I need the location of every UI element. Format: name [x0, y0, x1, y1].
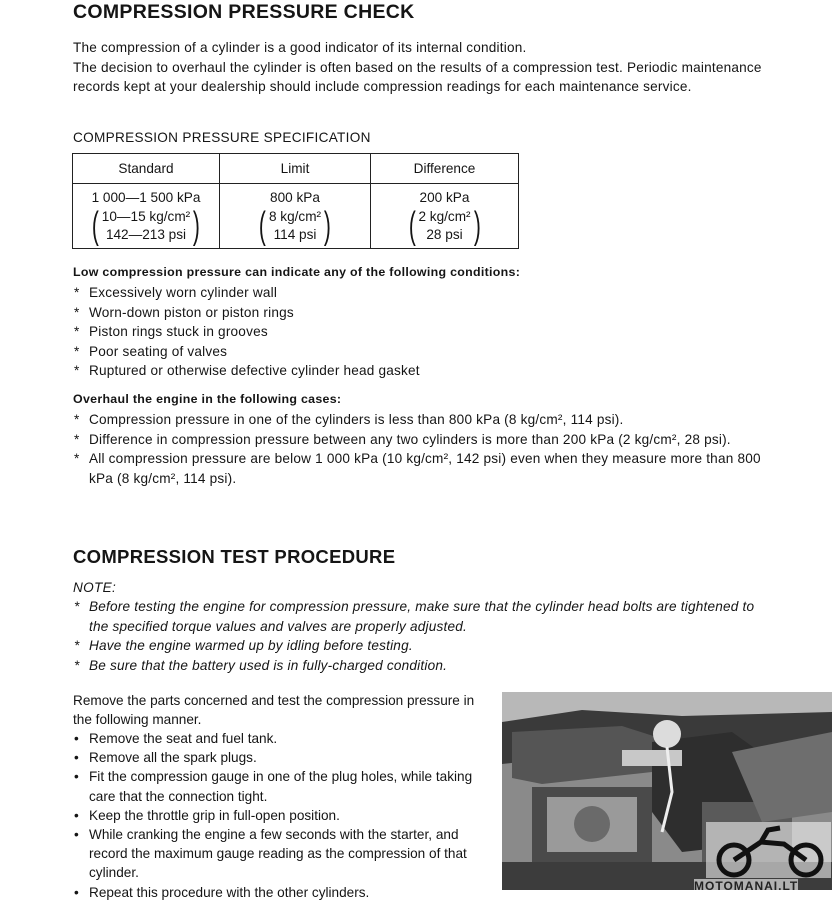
- procedure-intro: Remove the parts concerned and test the compression pressure in the following manner.: [73, 693, 475, 728]
- spec-header-standard: Standard: [73, 154, 220, 184]
- limit-kpa: 800 kPa: [270, 189, 320, 205]
- spec-header-row: [73, 154, 519, 184]
- list-item: • Remove all the spark plugs.: [73, 748, 483, 767]
- intro-paragraph-2: The decision to overhaul the cylinder is often based on the results of a compression test. Periodic maintenance records kept at your dealership should include compression readings for each maintenance service.: [73, 59, 762, 94]
- spec-table: [72, 153, 519, 249]
- overhaul-heading: Overhaul the engine in the following cases:: [73, 392, 342, 406]
- standard-kgcm2: 10—15 kg/cm²: [101, 208, 191, 224]
- spec-value-row: [73, 184, 519, 249]
- list-item: * Piston rings stuck in grooves: [73, 322, 420, 342]
- difference-psi: 28 psi: [426, 226, 463, 242]
- overhaul-list: [73, 410, 761, 488]
- note-label: NOTE:: [73, 580, 117, 595]
- limit-psi: 114 psi: [273, 226, 317, 242]
- intro-line-1: The compression of a cylinder is a good indicator of its internal condition.: [73, 40, 527, 55]
- difference-kgcm2: 2 kg/cm²: [418, 208, 471, 224]
- standard-psi: 142—213 psi: [105, 226, 187, 242]
- standard-kpa: 1 000—1 500 kPa: [91, 189, 201, 205]
- spec-header-difference: Difference: [371, 154, 519, 184]
- list-item: * Poor seating of valves: [73, 342, 420, 362]
- list-item: * Be sure that the battery used is in fully-charged condition.: [73, 656, 761, 676]
- spec-cell-difference: 200 kPa ( 2 kg/cm² 28 psi ): [371, 184, 519, 249]
- procedure-steps: [73, 729, 483, 902]
- heading-compression-test-procedure: COMPRESSION TEST PROCEDURE: [73, 546, 396, 567]
- list-item: • While cranking the engine a few seconds with the starter, and record the maximum gauge reading as the compression of that cylinder.: [73, 825, 483, 883]
- spec-cell-limit: 800 kPa ( 8 kg/cm² 114 psi ): [220, 184, 371, 249]
- list-item: * Before testing the engine for compression pressure, make sure that the cylinder head bolts are tightened to the specified torque values and valves are properly adjusted.: [73, 597, 761, 636]
- list-item: • Remove the seat and fuel tank.: [73, 729, 483, 748]
- list-item: * All compression pressure are below 1 000 kPa (10 kg/cm², 142 psi) even when they measure more than 800 kPa (8 kg/cm², 114 psi).: [73, 449, 761, 488]
- spec-title: COMPRESSION PRESSURE SPECIFICATION: [73, 130, 371, 145]
- list-item: * Compression pressure in one of the cylinders is less than 800 kPa (8 kg/cm², 114 psi).: [73, 410, 761, 430]
- note-list: [73, 597, 761, 675]
- spec-cell-standard: 1 000—1 500 kPa ( 10—15 kg/cm² 142—213 psi ): [73, 184, 220, 249]
- low-compression-list: [73, 283, 420, 381]
- list-item: • Fit the compression gauge in one of the plug holes, while taking care that the connection tight.: [73, 767, 483, 805]
- limit-kgcm2: 8 kg/cm²: [268, 208, 322, 224]
- heading-compression-pressure-check: COMPRESSION PRESSURE CHECK: [73, 1, 415, 23]
- list-item: * Difference in compression pressure between any two cylinders is more than 200 kPa (2 kg/cm², 28 psi).: [73, 430, 761, 450]
- spec-header-limit: Limit: [220, 154, 371, 184]
- difference-kpa: 200 kPa: [419, 189, 470, 205]
- list-item: * Have the engine warmed up by idling before testing.: [73, 636, 761, 656]
- list-item: * Worn-down piston or piston rings: [73, 303, 420, 323]
- list-item: * Excessively worn cylinder wall: [73, 283, 420, 303]
- watermark-text: MOTOMANAI.LT: [694, 879, 799, 893]
- list-item: • Keep the throttle grip in full-open position.: [73, 806, 483, 825]
- list-item: * Ruptured or otherwise defective cylinder head gasket: [73, 361, 420, 381]
- low-compression-heading: Low compression pressure can indicate any of the following conditions:: [73, 265, 521, 279]
- list-item: • Repeat this procedure with the other cylinders.: [73, 883, 483, 902]
